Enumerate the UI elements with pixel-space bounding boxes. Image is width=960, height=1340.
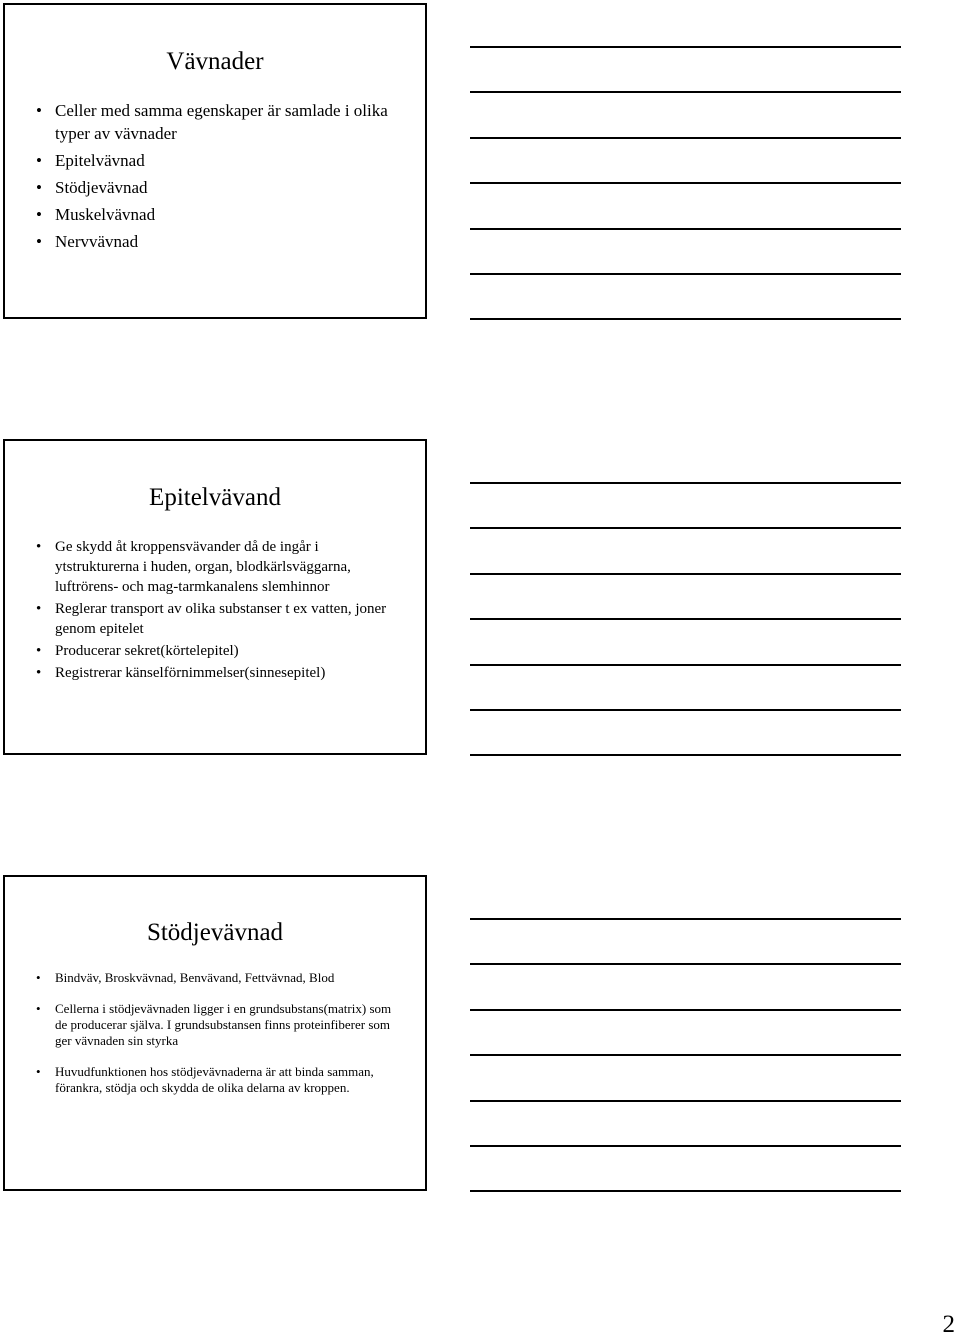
notes-lines [470,482,901,756]
note-line [470,754,901,756]
bullet-item: • Producerar sekret(körtelepitel) [55,641,400,661]
note-line [470,1100,901,1102]
note-line [470,1145,901,1147]
slide-3 [3,875,427,1191]
note-line [470,273,901,275]
note-line [470,963,901,965]
slide-2 [3,439,427,755]
note-line [470,1009,901,1011]
slide-1 [3,3,427,319]
note-line [470,46,901,48]
note-line [470,573,901,575]
note-line [470,664,901,666]
note-line [470,527,901,529]
note-line [470,618,901,620]
bullet-item: • Reglerar transport av olika substanser t ex vatten, joner genom epitelet [55,599,400,639]
bullet-item: • Celler med samma egenskaper är samlade i olika typer av vävnader [55,99,395,145]
bullet-item: • Muskelvävnad [55,203,395,226]
note-line [470,1190,901,1192]
bullet-item: • Epitelvävnad [55,149,395,172]
notes-lines [470,46,901,320]
bullet-item: • Registrerar känselförnimmelser(sinnesepitel) [55,663,400,683]
note-line [470,91,901,93]
note-line [470,709,901,711]
bullet-list [55,537,400,685]
slide-title: Stödjevävnad [146,919,284,946]
note-line [470,482,901,484]
note-line [470,137,901,139]
page-number: 2 [942,1311,955,1338]
bullet-list [55,99,395,257]
bullet-item: • Ge skydd åt kroppensvävander då de ingår i ytstrukturerna i huden, organ, blodkärlsväggarna, luftrörens- och mag-tarmkanalens slemhinnor [55,537,400,597]
notes-lines [470,918,901,1192]
bullet-item: • Nervvävnad [55,230,395,253]
bullet-item: • Bindväv, Broskvävnad, Benvävand, Fettvävnad, Blod [55,970,405,986]
note-line [470,318,901,320]
note-line [470,182,901,184]
slide-title: Vävnader [166,48,264,75]
bullet-list [55,970,405,1111]
note-line [470,228,901,230]
bullet-item: • Cellerna i stödjevävnaden ligger i en grundsubstans(matrix) som de producerar själva. I grundsubstansen finns proteinfiberer som ger vävnaden sin styrka [55,1001,405,1049]
slide-title: Epitelvävand [149,484,281,511]
note-line [470,918,901,920]
note-line [470,1054,901,1056]
bullet-item: • Huvudfunktionen hos stödjevävnaderna är att binda samman, förankra, stödja och skydda de olika delarna av kroppen. [55,1064,405,1096]
bullet-item: • Stödjevävnad [55,176,395,199]
